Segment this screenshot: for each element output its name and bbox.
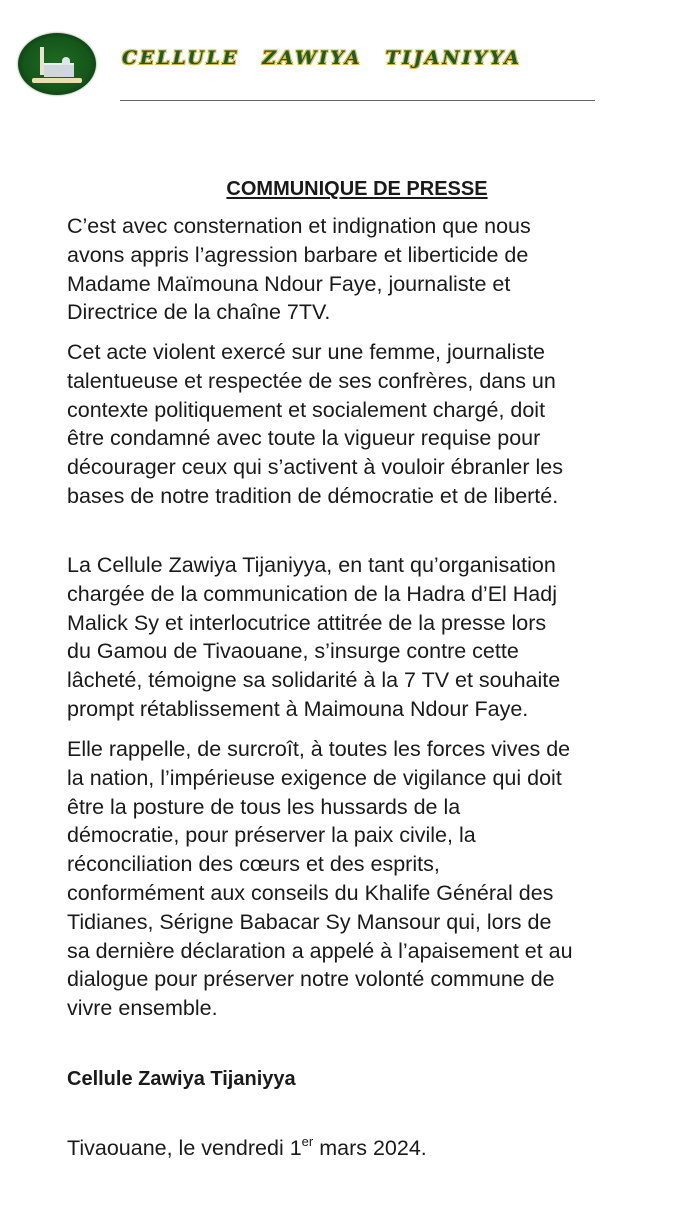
text-line: Malick Sy et interlocutrice attitrée de la presse lors: [67, 610, 547, 635]
dome-shape: [62, 57, 70, 65]
text-line: talentueuse et respectée de ses confrères, dans un: [67, 368, 556, 393]
header-divider: [120, 100, 595, 101]
letterhead: [0, 0, 699, 110]
text-line: conformément aux conseils du Khalife Général des: [67, 880, 554, 905]
dateline: [67, 1136, 427, 1161]
dateline-prefix: Tivaouane, le vendredi 1: [67, 1136, 302, 1160]
organization-seal-logo-icon: [18, 33, 96, 95]
text-line: vivre ensemble.: [67, 996, 218, 1021]
text-line: Elle rappelle, de surcroît, à toutes les forces vives de: [67, 737, 571, 761]
mosque-shape: [44, 63, 74, 77]
text-line: démocratie, pour préserver la paix civile, la: [67, 823, 476, 848]
text-line: bases de notre tradition de démocratie et de liberté.: [67, 483, 559, 508]
text-line: avons appris l’agression barbare et liberticide de: [67, 242, 529, 267]
text-line: Directrice de la chaîne 7TV.: [67, 300, 331, 325]
organization-title: CELLULE ZAWIYA TIJANIYYA: [122, 47, 522, 69]
document-title: COMMUNIQUE DE PRESSE: [226, 178, 488, 200]
text-line: du Gamou de Tivaouane, s’insurge contre cette: [67, 639, 519, 664]
text-line: décourager ceux qui s’activent à vouloir ébranler les: [67, 455, 563, 480]
text-line: prompt rétablissement à Maimouna Ndour Faye.: [67, 696, 529, 721]
text-line: la nation, l’impérieuse exigence de vigilance qui doit: [67, 765, 562, 790]
text-line: dialogue pour préserver notre volonté commune de: [67, 967, 555, 992]
text-line: être condamné avec toute la vigueur requise pour: [67, 426, 541, 451]
dateline-suffix: mars 2024.: [313, 1136, 427, 1160]
paragraph-2: [67, 338, 667, 511]
dateline-ordinal: er: [301, 1134, 314, 1149]
paragraph-4: [67, 735, 667, 1023]
text-line: sa dernière déclaration a appelé à l’apaisement et au: [67, 938, 573, 963]
text-line: chargée de la communication de la Hadra d’El Hadj: [67, 581, 557, 606]
text-line: être la posture de tous les hussards de la: [67, 794, 461, 819]
text-line: contexte politiquement et socialement chargé, doit: [67, 397, 546, 422]
text-line: lâcheté, témoigne sa solidarité à la 7 TV et souhaite: [67, 668, 561, 693]
seal-banner: [32, 78, 82, 83]
text-line: Madame Maïmouna Ndour Faye, journaliste et: [67, 271, 511, 296]
text-line: Tidianes, Sérigne Babacar Sy Mansour qui, lors de: [67, 909, 552, 934]
paragraph-1: [67, 212, 667, 327]
signature: Cellule Zawiya Tijaniyya: [67, 1068, 296, 1090]
text-line: réconciliation des cœurs et des esprits,: [67, 852, 440, 877]
text-line: C’est avec consternation et indignation que nous: [67, 214, 531, 238]
paragraph-3: [67, 551, 667, 724]
text-line: Cet acte violent exercé sur une femme, journaliste: [67, 340, 546, 364]
text-line: La Cellule Zawiya Tijaniyya, en tant qu’organisation: [67, 553, 556, 577]
